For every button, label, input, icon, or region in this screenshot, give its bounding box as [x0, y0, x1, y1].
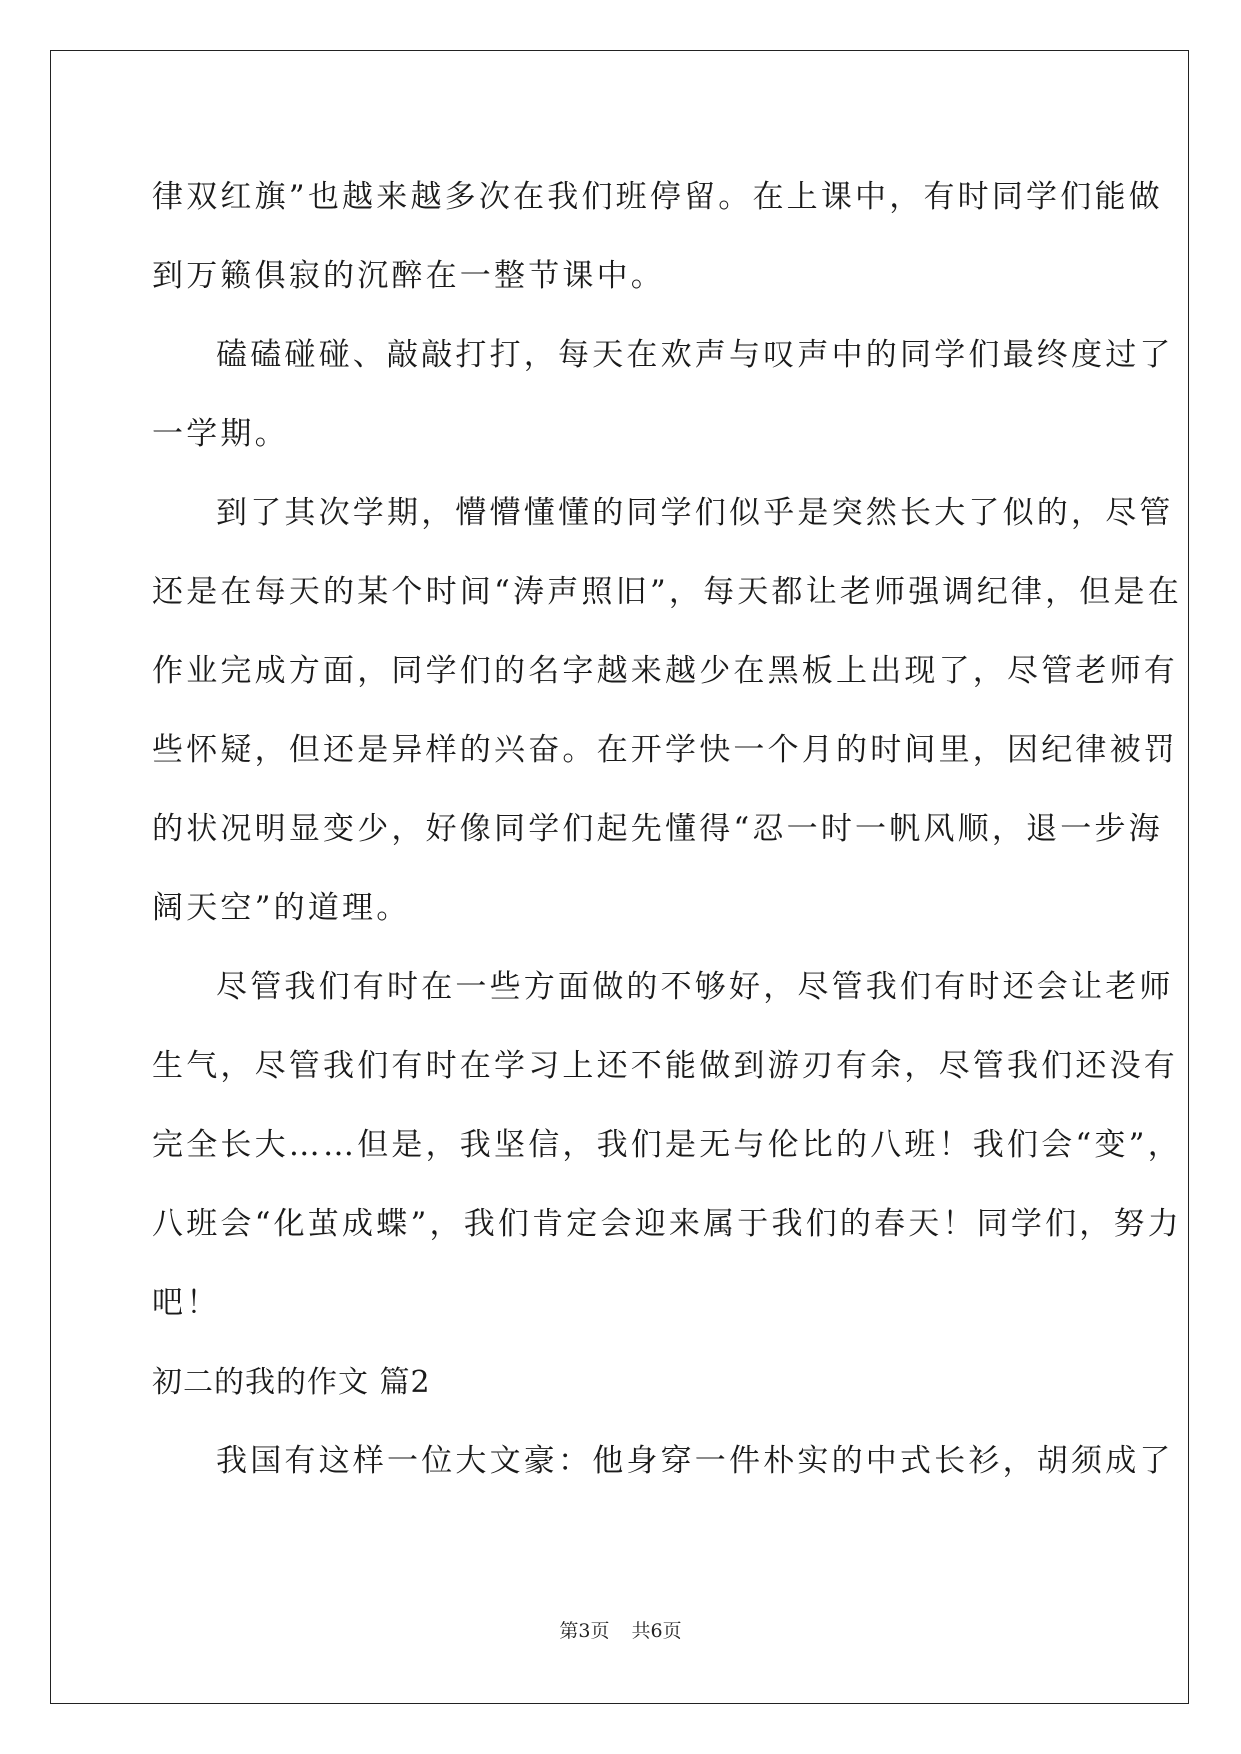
section-heading: 初二的我的作文 篇2 — [152, 1365, 431, 1400]
text-line: 生气，尽管我们有时在学习上还不能做到游刃有余，尽管我们还没有 — [152, 1048, 1178, 1084]
page-number: 第3页 — [559, 1620, 610, 1642]
text-line: 完全长大……但是，我坚信，我们是无与伦比的八班！我们会“变”， — [152, 1127, 1182, 1163]
page-total: 共6页 — [631, 1620, 682, 1642]
text-line: 律双红旗”也越来越多次在我们班停留。在上课中，有时同学们能做 — [152, 179, 1163, 215]
text-line: 作业完成方面，同学们的名字越来越少在黑板上出现了，尽管老师有 — [152, 653, 1178, 689]
paragraph-start-line: 我国有这样一位大文豪：他身穿一件朴实的中式长衫，胡须成了 — [216, 1443, 1174, 1479]
document-body — [152, 158, 1182, 1501]
paragraph-start-line: 磕磕碰碰、敲敲打打，每天在欢声与叹声中的同学们最终度过了 — [216, 337, 1174, 373]
text-line: 吧！ — [152, 1285, 221, 1321]
page-footer — [0, 1616, 1241, 1643]
text-line: 一学期。 — [152, 416, 289, 452]
text-line: 还是在每天的某个时间“涛声照旧”，每天都让老师强调纪律，但是在 — [152, 574, 1182, 610]
text-line: 的状况明显变少，好像同学们起先懂得“忍一时一帆风顺，退一步海 — [152, 811, 1163, 847]
paragraph-start-line: 尽管我们有时在一些方面做的不够好，尽管我们有时还会让老师 — [216, 969, 1174, 1005]
text-line: 阔天空”的道理。 — [152, 890, 411, 926]
text-line: 些怀疑，但还是异样的兴奋。在开学快一个月的时间里，因纪律被罚 — [152, 732, 1178, 768]
text-line: 八班会“化茧成蝶”，我们肯定会迎来属于我们的春天！同学们，努力 — [152, 1206, 1182, 1242]
paragraph-start-line: 到了其次学期，懵懵懂懂的同学们似乎是突然长大了似的，尽管 — [216, 495, 1174, 531]
text-line: 到万籁俱寂的沉醉在一整节课中。 — [152, 258, 665, 294]
